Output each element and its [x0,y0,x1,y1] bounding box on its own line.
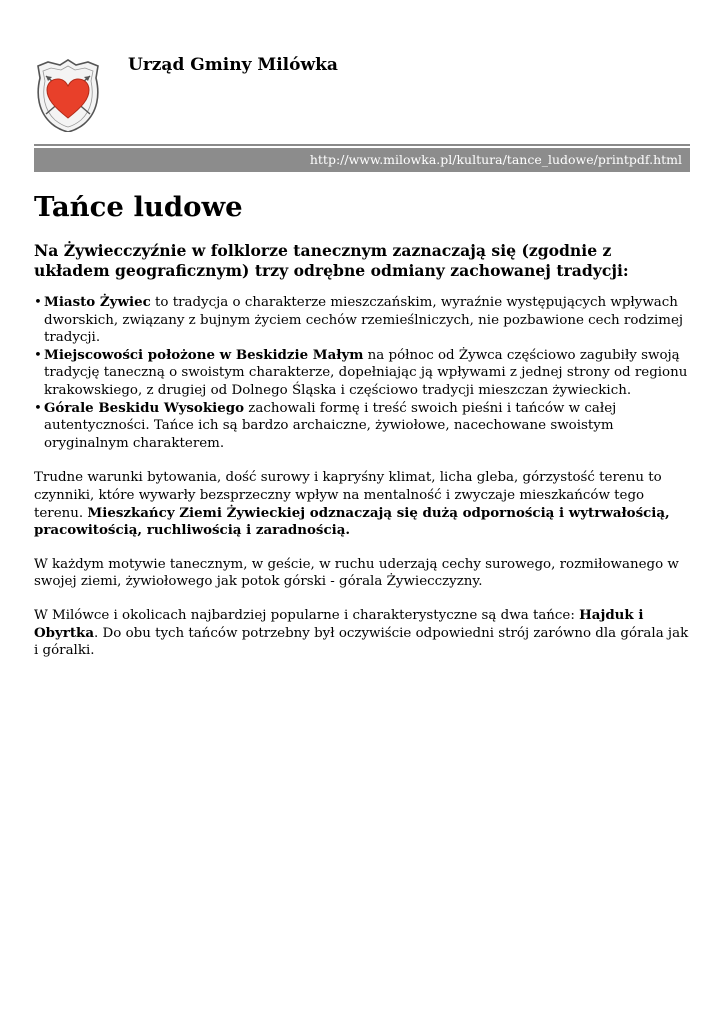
paragraph-text: . Do obu tych tańców potrzebny był oczywiście odpowiedni strój zarówno dla górala jak i góralki. [34,625,689,659]
list-item [34,294,690,347]
url-bar [34,148,690,172]
list-item-term: Miasto Żywiec [44,294,151,310]
dance-names: Hajduk i Obyrtka [34,606,644,641]
paragraph-text: W Milówce i okolicach najbardziej popularne i charakterystyczne są dwa tańce: [34,607,580,623]
list-item-text: to tradycja o charakterze mieszczańskim, wyraźnie występujących wpływach dworskich, związany z bujnym życiem cechów rzemieślniczych, nie pozbawione cech rodzimej tradycji. [44,295,684,346]
page-title: Tańce ludowe [34,191,243,223]
bullet-icon: • [34,400,42,416]
list-item-text: na północ od Żywca częściowo zagubiły swoją tradycję taneczną o swoistym charakterze, dopełniając ją wpływami z jednej strony od regionu krakowskiego, z drugiej od Dolnego Śląska i częściowo tradycji mieszczan żywieckich. [44,347,688,398]
list-item-term: Górale Beskidu Wysokiego [44,399,245,416]
paragraph-popular-dances [34,607,690,660]
article [34,188,690,660]
page-header [0,0,725,140]
bullet-icon: • [34,295,42,310]
paragraph-dance-character: W każdym motywie tanecznym, w geście, w ruchu uderzają cechy surowego, rozmiłowanego w swojej ziemi, żywiołowego jak potok górski - górala Żywiecczyzny. [34,556,679,590]
list-item [34,400,690,453]
list-item-term: Miejscowości położone w Beskidzie Małym [44,346,364,363]
header-divider [34,144,690,146]
list-item [34,347,690,400]
heart-crest-icon [32,58,104,132]
bullet-icon: • [34,347,42,363]
paragraph-conditions [34,469,690,539]
organization-name: Urząd Gminy Milówka [128,55,338,75]
intro-heading: Na Żywiecczyźnie w folklorze tanecznym zaznaczają się (zgodnie z układem geograficznym) trzy odrębne odmiany zachowanej tradycji: [34,241,629,280]
paragraph-emphasis: Mieszkańcy Ziemi Żywieckiej odznaczają się dużą odpornością i wytrwałością, pracowitością, ruchliwością i zaradnością. [34,504,670,539]
tradition-list [34,294,690,452]
page-url[interactable]: http://www.milowka.pl/kultura/tance_ludowe/printpdf.html [309,152,682,167]
paragraph-text: Trudne warunki bytowania, dość surowy i kapryśny klimat, licha gleba, górzystość terenu to czynniki, które wywarły bezsprzeczny wpływ na mentalność i zwyczaje mieszkańców tego terenu. [34,470,662,521]
list-item-text: zachowali formę i treść swoich pieśni i tańców w całej autentyczności. Tańce ich są bardzo archaiczne, żywiołowe, nacechowane swoistym oryginalnym charakterem. [44,400,617,451]
